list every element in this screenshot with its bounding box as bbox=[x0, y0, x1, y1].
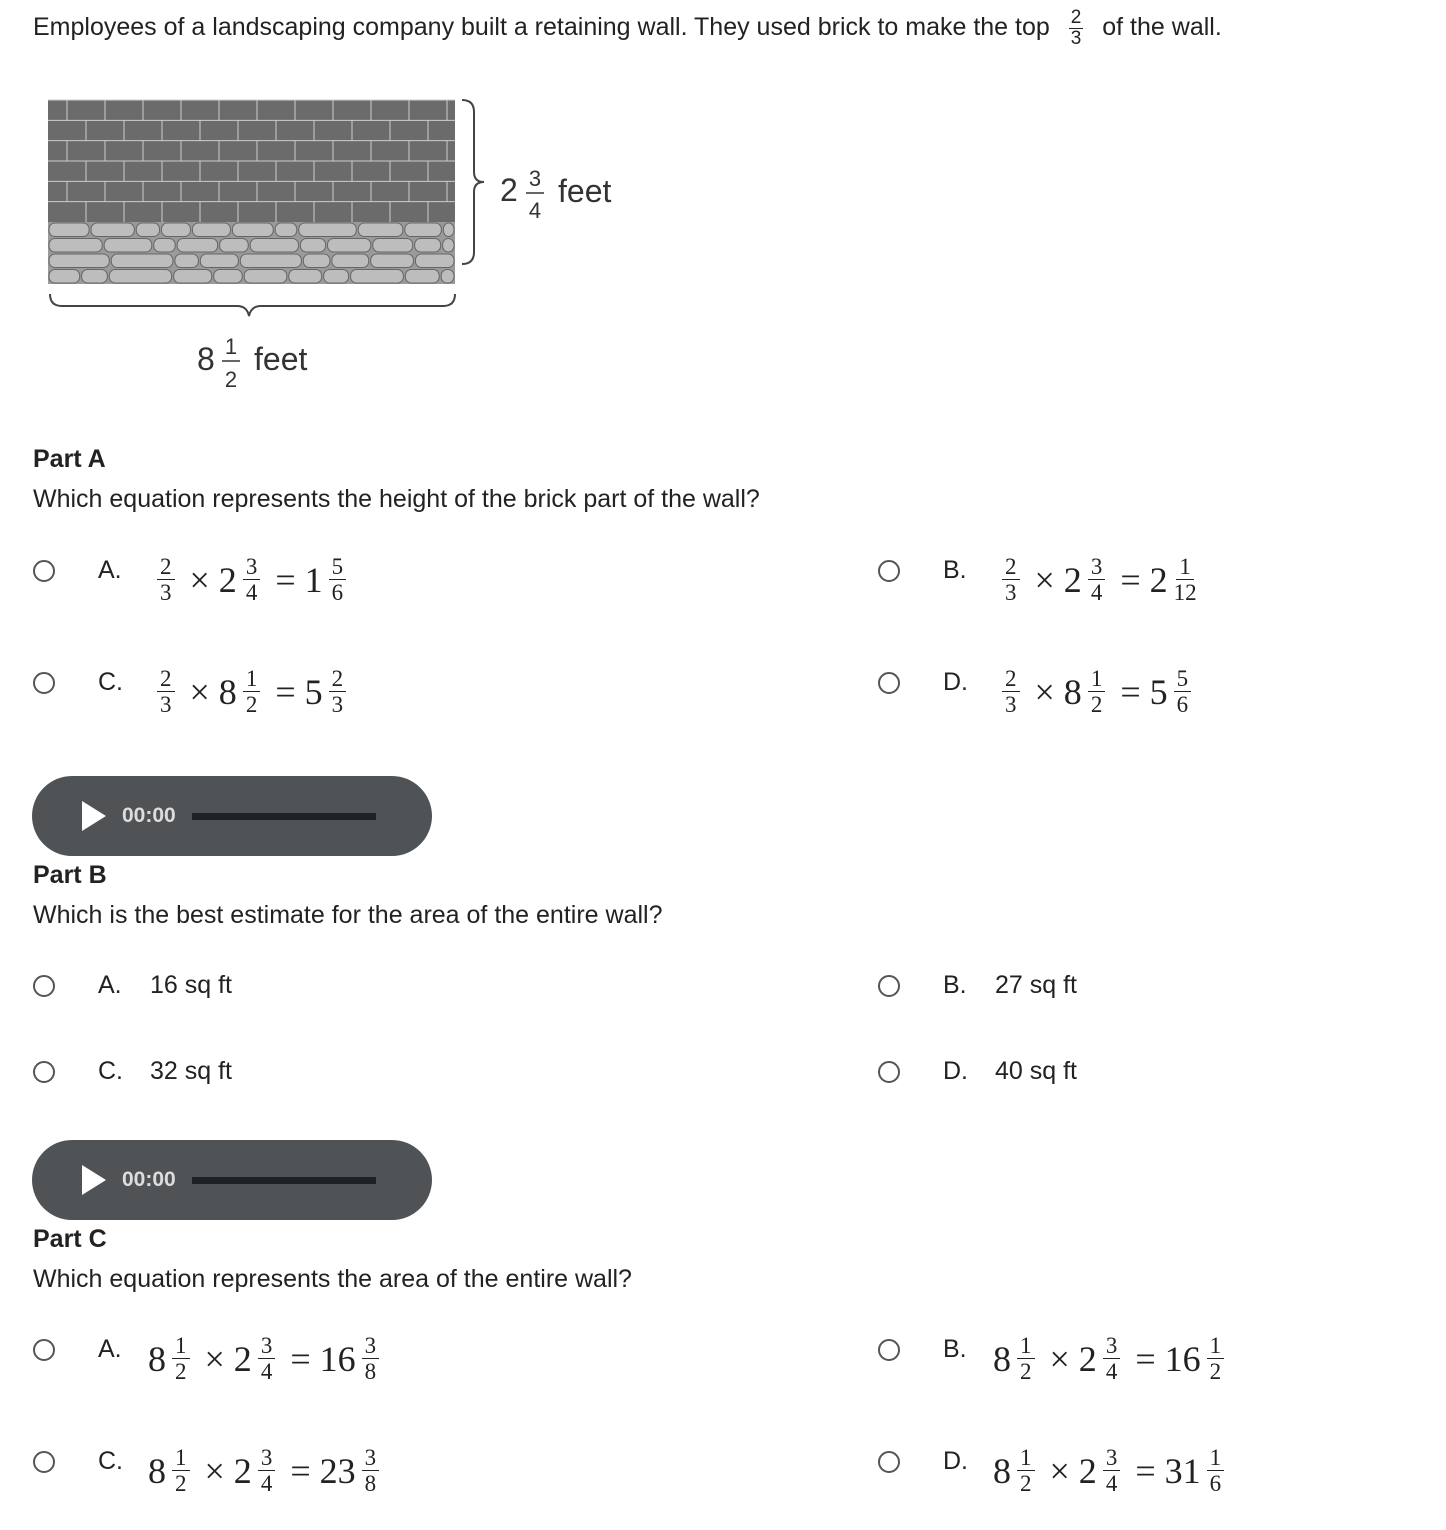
numerator: 5 bbox=[1174, 666, 1192, 692]
stone bbox=[441, 270, 454, 284]
stone bbox=[443, 223, 454, 237]
denominator: 2 bbox=[1090, 692, 1103, 717]
denominator: 2 bbox=[1209, 1359, 1222, 1384]
brick-section bbox=[48, 100, 455, 222]
denominator: 2 bbox=[175, 1359, 187, 1384]
denominator: 3 bbox=[1005, 692, 1017, 717]
numerator: 1 bbox=[1017, 1333, 1035, 1359]
audio-player bbox=[32, 776, 432, 856]
question-prompt: Which equation represents the height of the brick part of the wall? bbox=[33, 485, 760, 513]
denominator: 8 bbox=[364, 1359, 377, 1384]
answer-radio-a[interactable] bbox=[33, 560, 55, 582]
equation-text: × 2 bbox=[1025, 559, 1082, 600]
option-equation[interactable] bbox=[993, 1445, 1230, 1496]
equation-text: × 2 bbox=[195, 1450, 252, 1491]
numerator: 3 bbox=[1088, 554, 1106, 580]
denominator: 2 bbox=[1020, 1471, 1032, 1496]
numerator: 2 bbox=[1070, 7, 1082, 28]
audio-time: 00:00 bbox=[122, 1168, 176, 1191]
stone bbox=[49, 254, 109, 268]
audio-progress-track[interactable] bbox=[192, 813, 376, 820]
fraction bbox=[1207, 1333, 1225, 1384]
stone bbox=[240, 254, 301, 268]
denominator: 4 bbox=[260, 1471, 273, 1496]
fraction bbox=[157, 666, 175, 717]
fraction bbox=[172, 1445, 190, 1496]
option-letter: A. bbox=[98, 971, 122, 999]
stone bbox=[154, 239, 175, 253]
retaining-wall-figure bbox=[40, 90, 640, 400]
equation-text: = 16 bbox=[281, 1338, 356, 1379]
fraction bbox=[1088, 666, 1106, 717]
stone bbox=[415, 239, 441, 253]
option-letter: C. bbox=[98, 1447, 123, 1475]
denominator: 4 bbox=[1090, 580, 1103, 605]
fraction bbox=[1017, 1445, 1035, 1496]
equation-text: = 31 bbox=[1126, 1450, 1201, 1491]
stone bbox=[91, 223, 134, 237]
denominator: 6 bbox=[1176, 692, 1189, 717]
denominator: 4 bbox=[1105, 1471, 1118, 1496]
answer-radio-b[interactable] bbox=[878, 560, 900, 582]
stone bbox=[177, 239, 217, 253]
stone bbox=[192, 223, 230, 237]
numerator: 1 bbox=[243, 666, 261, 692]
fraction bbox=[157, 554, 175, 605]
numerator: 1 bbox=[172, 1333, 190, 1359]
question-prompt: Which equation represents the area of the entire wall? bbox=[33, 1265, 632, 1293]
answer-radio-a[interactable] bbox=[33, 975, 55, 997]
answer-radio-c[interactable] bbox=[33, 1451, 55, 1473]
width-numerator: 1 bbox=[224, 334, 238, 359]
height-denominator: 4 bbox=[528, 198, 542, 223]
stone bbox=[162, 223, 191, 237]
stone bbox=[136, 223, 159, 237]
stone bbox=[232, 223, 273, 237]
denominator: 4 bbox=[1105, 1359, 1118, 1384]
numerator: 2 bbox=[1002, 666, 1020, 692]
numerator: 1 bbox=[1207, 1333, 1225, 1359]
option-equation[interactable] bbox=[148, 1333, 385, 1384]
answer-radio-c[interactable] bbox=[33, 1061, 55, 1083]
option-letter: D. bbox=[943, 668, 968, 696]
option-text[interactable]: 40 sq ft bbox=[995, 1057, 1077, 1085]
option-letter: B. bbox=[943, 556, 967, 584]
numerator: 5 bbox=[329, 554, 347, 580]
stone bbox=[324, 270, 349, 284]
equation-text: = 16 bbox=[1126, 1338, 1201, 1379]
stone bbox=[299, 223, 357, 237]
numerator: 2 bbox=[1002, 554, 1020, 580]
answer-radio-d[interactable] bbox=[878, 672, 900, 694]
part-title: Part A bbox=[33, 445, 106, 473]
play-icon[interactable] bbox=[82, 1165, 106, 1195]
equation-text: = 2 bbox=[1111, 559, 1168, 600]
option-equation[interactable] bbox=[993, 1333, 1230, 1384]
denominator: 3 bbox=[160, 692, 172, 717]
width-denominator: 2 bbox=[224, 367, 238, 392]
height-whole: 2 bbox=[500, 172, 518, 208]
denominator: 12 bbox=[1173, 580, 1197, 605]
fraction bbox=[362, 1333, 380, 1384]
option-text[interactable]: 32 sq ft bbox=[150, 1057, 232, 1085]
stone bbox=[82, 270, 108, 284]
question-text-end: of the wall. bbox=[1102, 13, 1222, 42]
fraction bbox=[243, 666, 261, 717]
numerator: 3 bbox=[243, 554, 261, 580]
answer-radio-d[interactable] bbox=[878, 1451, 900, 1473]
fraction bbox=[258, 1333, 276, 1384]
play-icon[interactable] bbox=[82, 801, 106, 831]
stone bbox=[104, 239, 152, 253]
stone bbox=[415, 254, 454, 268]
stone bbox=[303, 254, 330, 268]
stone bbox=[111, 254, 173, 268]
stone bbox=[405, 270, 439, 284]
equation-text: = 5 bbox=[266, 671, 323, 712]
fraction bbox=[1069, 8, 1084, 49]
option-letter: C. bbox=[98, 1057, 123, 1085]
answer-radio-a[interactable] bbox=[33, 1339, 55, 1361]
equation-text: × 8 bbox=[180, 671, 237, 712]
numerator: 1 bbox=[1088, 666, 1106, 692]
option-letter: B. bbox=[943, 1335, 967, 1363]
question-text bbox=[33, 8, 1222, 49]
denominator: 3 bbox=[1005, 580, 1017, 605]
fraction bbox=[329, 666, 347, 717]
option-equation[interactable] bbox=[996, 666, 1197, 717]
audio-player bbox=[32, 1140, 432, 1220]
numerator: 2 bbox=[157, 666, 175, 692]
stone bbox=[351, 270, 404, 284]
denominator: 6 bbox=[1209, 1471, 1222, 1496]
equation-text: × 2 bbox=[1040, 1450, 1097, 1491]
denominator: 2 bbox=[1020, 1359, 1032, 1384]
equation-text: 8 bbox=[148, 1450, 166, 1491]
fraction bbox=[1103, 1333, 1121, 1384]
stone bbox=[250, 239, 298, 253]
answer-radio-d[interactable] bbox=[878, 1061, 900, 1083]
stone bbox=[443, 239, 454, 253]
fraction bbox=[1174, 666, 1192, 717]
numerator: 3 bbox=[362, 1445, 380, 1471]
option-equation[interactable] bbox=[151, 666, 352, 717]
denominator: 3 bbox=[160, 580, 172, 605]
numerator: 1 bbox=[1207, 1445, 1225, 1471]
numerator: 2 bbox=[157, 554, 175, 580]
fraction bbox=[1002, 554, 1020, 605]
equation-text: = 23 bbox=[281, 1450, 356, 1491]
stone bbox=[371, 254, 414, 268]
width-whole: 8 bbox=[197, 341, 215, 377]
equation-text: × 2 bbox=[180, 559, 237, 600]
fraction bbox=[329, 554, 347, 605]
audio-progress-track[interactable] bbox=[192, 1177, 376, 1184]
numerator: 1 bbox=[1176, 554, 1194, 580]
stone bbox=[220, 239, 249, 253]
height-numerator: 3 bbox=[528, 166, 542, 191]
width-unit: feet bbox=[254, 341, 308, 377]
numerator: 3 bbox=[258, 1445, 276, 1471]
fraction bbox=[1174, 554, 1197, 605]
stone bbox=[358, 223, 403, 237]
denominator: 4 bbox=[245, 580, 258, 605]
option-equation[interactable] bbox=[151, 554, 352, 605]
option-equation[interactable] bbox=[148, 1445, 385, 1496]
equation-text: 8 bbox=[993, 1338, 1011, 1379]
numerator: 2 bbox=[329, 666, 347, 692]
option-text[interactable]: 27 sq ft bbox=[995, 971, 1077, 999]
part-title: Part B bbox=[33, 861, 107, 889]
height-unit: feet bbox=[558, 173, 612, 209]
equation-text: = 1 bbox=[266, 559, 323, 600]
stone bbox=[300, 239, 325, 253]
equation-text: 8 bbox=[148, 1338, 166, 1379]
stone bbox=[175, 254, 198, 268]
answer-radio-c[interactable] bbox=[33, 672, 55, 694]
question-prompt: Which is the best estimate for the area of the entire wall? bbox=[33, 901, 663, 929]
option-letter: B. bbox=[943, 971, 967, 999]
stone bbox=[109, 270, 171, 284]
stone bbox=[373, 239, 413, 253]
stone bbox=[289, 270, 322, 284]
fraction bbox=[243, 554, 261, 605]
fraction bbox=[258, 1445, 276, 1496]
fraction bbox=[1088, 554, 1106, 605]
stone bbox=[200, 254, 238, 268]
stone bbox=[244, 270, 287, 284]
numerator: 1 bbox=[1017, 1445, 1035, 1471]
denominator: 4 bbox=[260, 1359, 273, 1384]
stone bbox=[49, 223, 89, 237]
fraction bbox=[1207, 1445, 1225, 1496]
part-title: Part C bbox=[33, 1225, 107, 1253]
fraction bbox=[1002, 666, 1020, 717]
stone-section bbox=[48, 222, 455, 284]
fraction bbox=[172, 1333, 190, 1384]
option-letter: A. bbox=[98, 556, 122, 584]
fraction bbox=[1103, 1445, 1121, 1496]
numerator: 3 bbox=[1103, 1333, 1121, 1359]
option-letter: D. bbox=[943, 1057, 968, 1085]
answer-radio-b[interactable] bbox=[878, 1339, 900, 1361]
numerator: 3 bbox=[362, 1333, 380, 1359]
numerator: 3 bbox=[1103, 1445, 1121, 1471]
option-letter: D. bbox=[943, 1447, 968, 1475]
option-text[interactable]: 16 sq ft bbox=[150, 971, 232, 999]
option-equation[interactable] bbox=[996, 554, 1203, 605]
stone bbox=[174, 270, 212, 284]
equation-text: × 8 bbox=[1025, 671, 1082, 712]
denominator: 2 bbox=[245, 692, 258, 717]
audio-time: 00:00 bbox=[122, 804, 176, 827]
question-text-start: Employees of a landscaping company built a retaining wall. They used brick to make the top bbox=[33, 13, 1050, 42]
answer-radio-b[interactable] bbox=[878, 975, 900, 997]
option-letter: C. bbox=[98, 668, 123, 696]
equation-text: = 5 bbox=[1111, 671, 1168, 712]
fraction bbox=[1017, 1333, 1035, 1384]
fraction bbox=[362, 1445, 380, 1496]
equation-text: × 2 bbox=[195, 1338, 252, 1379]
stone bbox=[49, 270, 80, 284]
option-letter: A. bbox=[98, 1335, 122, 1363]
denominator: 2 bbox=[175, 1471, 187, 1496]
height-brace bbox=[462, 100, 484, 264]
stone bbox=[214, 270, 242, 284]
equation-text: × 2 bbox=[1040, 1338, 1097, 1379]
stone bbox=[332, 254, 369, 268]
stone bbox=[275, 223, 297, 237]
stone bbox=[405, 223, 441, 237]
width-brace bbox=[50, 294, 455, 316]
numerator: 3 bbox=[258, 1333, 276, 1359]
stone bbox=[49, 239, 102, 253]
numerator: 1 bbox=[172, 1445, 190, 1471]
denominator: 8 bbox=[364, 1471, 377, 1496]
denominator: 3 bbox=[1070, 28, 1082, 49]
denominator: 3 bbox=[331, 692, 344, 717]
stone bbox=[328, 239, 371, 253]
denominator: 6 bbox=[331, 580, 344, 605]
equation-text: 8 bbox=[993, 1450, 1011, 1491]
